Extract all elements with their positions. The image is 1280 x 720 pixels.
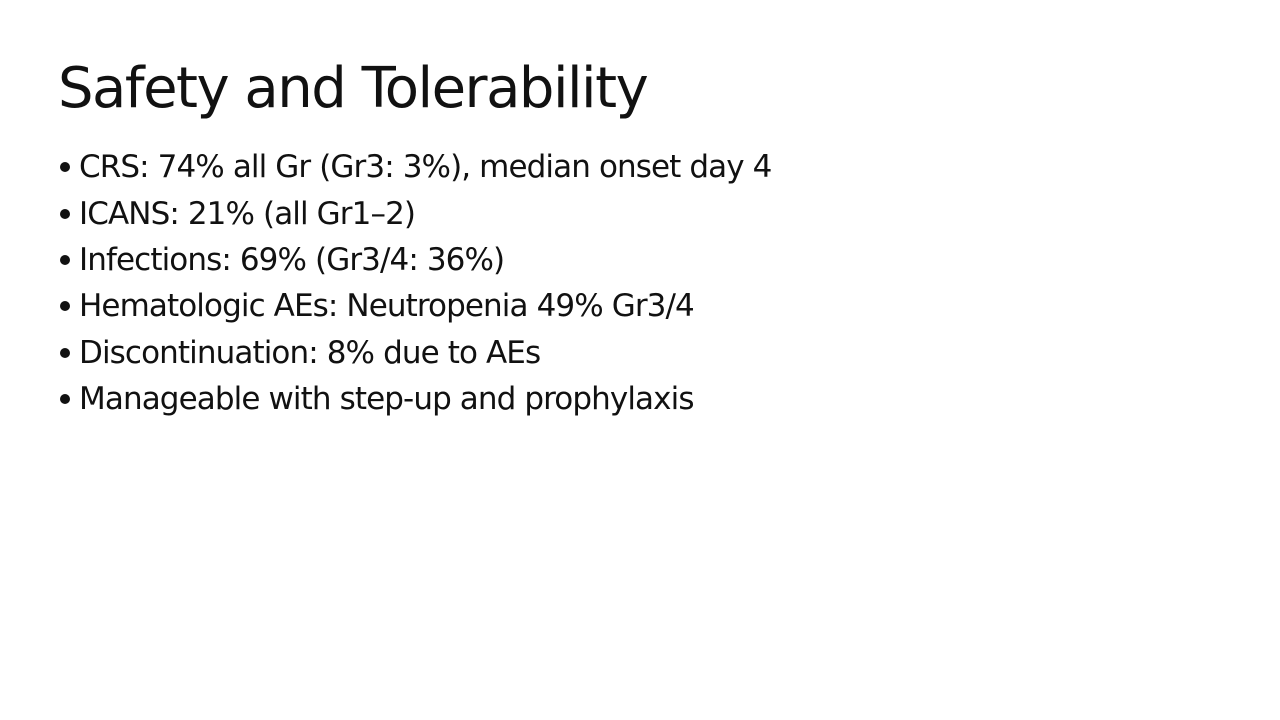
bullet-text: CRS: 74% all Gr (Gr3: 3%), median onset day 4 xyxy=(79,149,772,186)
bullet-item xyxy=(58,376,771,422)
bullet-text: Hematologic AEs: Neutropenia 49% Gr3/4 xyxy=(79,288,694,325)
bullet-item xyxy=(58,330,771,376)
bullet-dot-icon xyxy=(60,162,70,172)
bullet-text: Infections: 69% (Gr3/4: 36%) xyxy=(79,241,505,278)
bullet-item xyxy=(58,283,771,329)
bullet-dot-icon xyxy=(60,394,70,404)
bullet-item xyxy=(58,144,771,190)
bullet-text: Discontinuation: 8% due to AEs xyxy=(79,334,541,371)
bullet-list xyxy=(58,144,771,422)
bullet-dot-icon xyxy=(60,348,70,358)
slide-title: Safety and Tolerability xyxy=(58,56,648,121)
bullet-dot-icon xyxy=(60,301,70,311)
bullet-text: ICANS: 21% (all Gr1–2) xyxy=(79,195,416,232)
bullet-text: Manageable with step-up and prophylaxis xyxy=(79,381,694,418)
bullet-dot-icon xyxy=(60,255,70,265)
bullet-item xyxy=(58,237,771,283)
bullet-item xyxy=(58,190,771,236)
bullet-dot-icon xyxy=(60,209,70,219)
